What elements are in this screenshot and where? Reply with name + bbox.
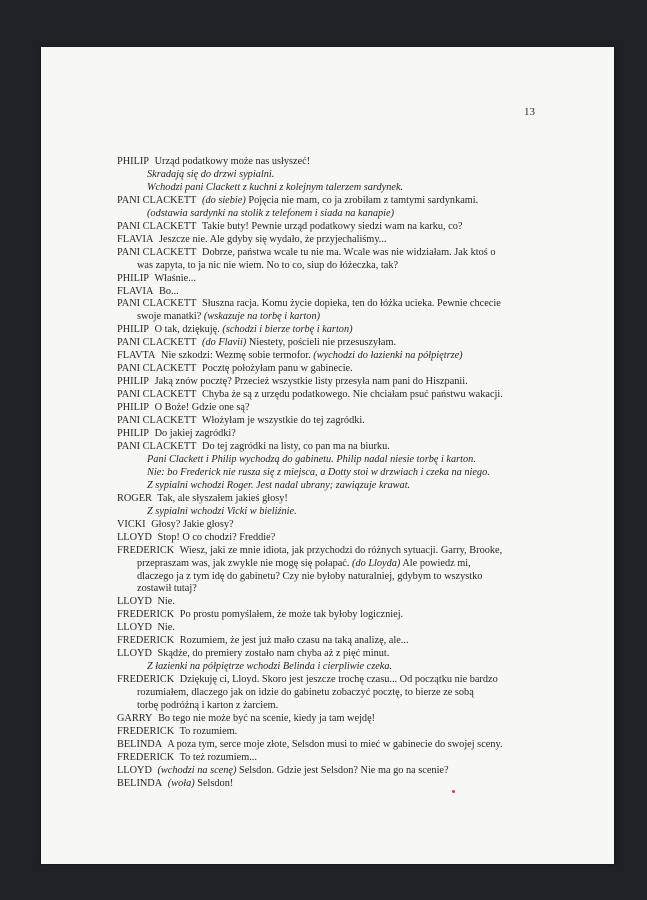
inline-direction: (do siebie)	[202, 194, 246, 206]
stage-direction	[117, 467, 547, 480]
script-text	[117, 156, 547, 791]
dialogue-line	[117, 609, 547, 622]
line-text: A poza tym, serce moje złote, Selsdon musi to mieć w gabinecie do swojej sceny.	[167, 738, 503, 750]
speaker-name: LLOYD	[117, 648, 152, 660]
line-text: Jeszcze nie. Ale gdyby się wydało, że przyjechaliśmy...	[159, 233, 387, 245]
dialogue-continuation	[117, 558, 547, 571]
line-text: Ale powiedz mi,	[402, 557, 471, 569]
dialogue-line	[117, 713, 547, 726]
stage-direction	[117, 661, 547, 674]
dialogue-line	[117, 778, 547, 791]
dialogue-line	[117, 532, 547, 545]
dialogue-line	[117, 363, 547, 376]
dialogue-line	[117, 739, 547, 752]
speaker-name: PANI CLACKETT	[117, 337, 197, 349]
line-text: Wiesz, jaki ze mnie idiota, jak przychodzi do różnych sytuacji. Garry, Brooke,	[179, 544, 503, 556]
dialogue-continuation	[117, 687, 547, 700]
line-text: torbę podróżną i karton z żarciem.	[137, 700, 279, 712]
line-text: Po prostu pomyślałem, że może tak byłoby logiczniej.	[179, 609, 404, 621]
speaker-name: PANI CLACKETT	[117, 298, 197, 310]
line-text: przepraszam was, jak zwykle nie mogę się połapać.	[137, 557, 350, 569]
speaker-name: FREDERICK	[117, 635, 175, 647]
speaker-name: LLOYD	[117, 531, 152, 543]
line-text: Tak, ale słyszałem jakieś głosy!	[157, 492, 288, 504]
dialogue-continuation	[117, 311, 547, 324]
line-text: Selsdon!	[197, 777, 234, 789]
dialogue-line	[117, 402, 547, 415]
line-text: Głosy? Jakie głosy?	[151, 518, 234, 530]
dialogue-line	[117, 221, 547, 234]
speaker-name: PHILIP	[117, 324, 150, 336]
dialogue-line	[117, 298, 547, 311]
dialogue-line	[117, 389, 547, 402]
line-text: O Boże! Gdzie one są?	[154, 402, 250, 414]
speaker-name: FREDERICK	[117, 725, 175, 737]
line-text: To rozumiem.	[179, 725, 238, 737]
speaker-name: FLAVIA	[117, 285, 154, 297]
dialogue-line	[117, 428, 547, 441]
inline-direction: (woła)	[167, 777, 195, 789]
line-text: Niestety, pościeli nie przesuszyłam.	[248, 337, 397, 349]
dialogue-line	[117, 493, 547, 506]
inline-direction: (wychodzi do łazienki na półpiętrze)	[313, 350, 463, 362]
line-text: Nie szkodzi: Wezmę sobie termofor.	[161, 350, 311, 362]
dialogue-line	[117, 622, 547, 635]
line-text: Nie.	[157, 596, 175, 608]
inline-direction: (wskazuje na torbę i karton)	[203, 311, 321, 323]
line-text: Chyba że są z urzędu podatkowego. Nie chciałam psuć państwu wakacji.	[202, 389, 503, 401]
stage-text: Nie: bo Frederick nie rusza się z miejsca, a Dotty stoi w drzwiach i czeka na niego.	[147, 466, 490, 478]
dialogue-line	[117, 156, 547, 169]
line-text: zostawił tutaj?	[137, 583, 197, 595]
dialogue-line	[117, 350, 547, 363]
stage-direction	[117, 454, 547, 467]
dialogue-line	[117, 441, 547, 454]
line-text: Pocztę położyłam panu w gabinecie.	[202, 363, 353, 375]
line-text: Do jakiej zagródki?	[154, 428, 236, 440]
speaker-name: LLOYD	[117, 622, 152, 634]
line-text: Dziękuję ci, Lloyd. Skoro jest jeszcze trochę czasu... Od początku nie bardzo	[179, 674, 498, 686]
speaker-name: BELINDA	[117, 738, 163, 750]
speaker-name: PANI CLACKETT	[117, 220, 197, 232]
dialogue-line	[117, 247, 547, 260]
inline-direction: (wchodzi na scenę)	[157, 764, 237, 776]
stage-text: Skradają się do drzwi sypialni.	[147, 168, 275, 180]
stage-text: Z sypialni wchodzi Roger. Jest nadal ubrany; zawiązuje krawat.	[147, 479, 411, 491]
line-text: Skądże, do premiery zostało nam chyba aż z pięć minut.	[157, 648, 390, 660]
dialogue-line	[117, 674, 547, 687]
line-text: Włożyłam je wszystkie do tej zagródki.	[201, 415, 365, 427]
line-text: Stop! O co chodzi? Freddie?	[157, 531, 276, 543]
stage-text: Z łazienki na półpiętrze wchodzi Belinda i cierpliwie czeka.	[147, 661, 393, 673]
dialogue-line	[117, 648, 547, 661]
speaker-name: FREDERICK	[117, 609, 175, 621]
line-text: rozumiałem, dlaczego jak on idzie do gabinetu zobaczyć pocztę, to bierze ze sobą	[137, 687, 474, 699]
speaker-name: PHILIP	[117, 272, 150, 284]
speaker-name: PANI CLACKETT	[117, 389, 197, 401]
dialogue-line	[117, 752, 547, 765]
speaker-name: ROGER	[117, 492, 152, 504]
stage-direction	[117, 506, 547, 519]
speaker-name: FREDERICK	[117, 751, 175, 763]
inline-direction: (do Lloyda)	[352, 557, 401, 569]
dialogue-continuation	[117, 260, 547, 273]
speaker-name: BELINDA	[117, 777, 163, 789]
dialogue-line	[117, 635, 547, 648]
line-text: Nie.	[157, 622, 175, 634]
speaker-name: FLAVIA	[117, 233, 154, 245]
speaker-name: FREDERICK	[117, 544, 175, 556]
dialogue-line	[117, 545, 547, 558]
dialogue-line	[117, 519, 547, 532]
line-text: was zapyta, to ja nic nie wiem. No to co, siup do łóżeczka, tak?	[137, 259, 399, 271]
dialogue-line	[117, 765, 547, 778]
line-text: Jaką znów pocztę? Przecież wszystkie listy przesyła nam pani do Hiszpanii.	[154, 376, 468, 388]
page-number: 13	[524, 106, 535, 118]
speaker-name: PANI CLACKETT	[117, 246, 197, 258]
speaker-name: VICKI	[117, 518, 146, 530]
dialogue-continuation	[117, 571, 547, 584]
line-text: Bo...	[159, 285, 179, 297]
speaker-name: PANI CLACKETT	[117, 440, 197, 452]
dialogue-continuation	[117, 700, 547, 713]
dialogue-line	[117, 726, 547, 739]
stage-direction	[117, 182, 547, 195]
line-text: swoje manatki?	[137, 311, 202, 323]
stage-direction	[117, 480, 547, 493]
speaker-name: LLOYD	[117, 596, 152, 608]
line-text: Rozumiem, że jest już mało czasu na taką analizę, ale...	[179, 635, 409, 647]
speaker-name: PANI CLACKETT	[117, 363, 197, 375]
speaker-name: LLOYD	[117, 764, 152, 776]
red-ink-mark	[452, 790, 455, 793]
speaker-name: PHILIP	[117, 428, 150, 440]
dialogue-line	[117, 234, 547, 247]
stage-text: (odstawia sardynki na stolik z telefonem i siada na kanapie)	[147, 207, 394, 219]
dialogue-line	[117, 376, 547, 389]
line-text: Urząd podatkowy może nas usłyszeć!	[154, 156, 311, 167]
inline-direction: (do Flavii)	[202, 337, 247, 349]
line-text: Pojęcia nie mam, co ja zrobiłam z tamtymi sardynkami.	[248, 194, 479, 206]
speaker-name: FLAVTA	[117, 350, 156, 362]
dialogue-line	[117, 324, 547, 337]
line-text: Do tej zagródki na listy, co pan ma na biurku.	[202, 440, 390, 452]
speaker-name: PANI CLACKETT	[117, 194, 197, 206]
line-text: Takie buty! Pewnie urząd podatkowy siedzi wam na karku, co?	[201, 220, 463, 232]
stage-direction	[117, 208, 547, 221]
line-text: Selsdon. Gdzie jest Selsdon? Nie ma go na scenie?	[238, 764, 449, 776]
line-text: Słuszna racja. Komu życie dopieka, ten do łóżka ucieka. Pewnie chcecie	[202, 298, 501, 310]
speaker-name: GARRY	[117, 712, 153, 724]
line-text: Dobrze, państwa wcale tu nie ma. Wcale was nie widziałam. Jak ktoś o	[202, 246, 496, 258]
stage-text: Z sypialni wchodzi Vicki w bieliźnie.	[147, 505, 297, 517]
speaker-name: PHILIP	[117, 402, 150, 414]
dialogue-continuation	[117, 583, 547, 596]
line-text: O tak, dziękuję.	[154, 324, 220, 336]
stage-direction	[117, 169, 547, 182]
speaker-name: FREDERICK	[117, 674, 175, 686]
speaker-name: PHILIP	[117, 376, 150, 388]
dialogue-line	[117, 596, 547, 609]
dialogue-line	[117, 415, 547, 428]
inline-direction: (schodzi i bierze torbę i karton)	[222, 324, 353, 336]
dialogue-line	[117, 273, 547, 286]
speaker-name: PHILIP	[117, 156, 150, 167]
dialogue-line	[117, 337, 547, 350]
line-text: To też rozumiem...	[179, 751, 257, 763]
line-text: Bo tego nie może być na scenie, kiedy ja tam wejdę!	[158, 712, 376, 724]
stage-text: Wchodzi pani Clackett z kuchni z kolejnym talerzem sardynek.	[147, 181, 404, 193]
speaker-name: PANI CLACKETT	[117, 415, 197, 427]
dialogue-line	[117, 286, 547, 299]
stage-text: Pani Clackett i Philip wychodzą do gabinetu. Philip nadal niesie torbę i karton.	[147, 453, 476, 465]
line-text: Właśnie...	[154, 272, 196, 284]
dialogue-line	[117, 195, 547, 208]
line-text: dlaczego ja z tym idę do gabinetu? Czy nie byłoby naturalniej, gdybym to wszystko	[137, 570, 483, 582]
